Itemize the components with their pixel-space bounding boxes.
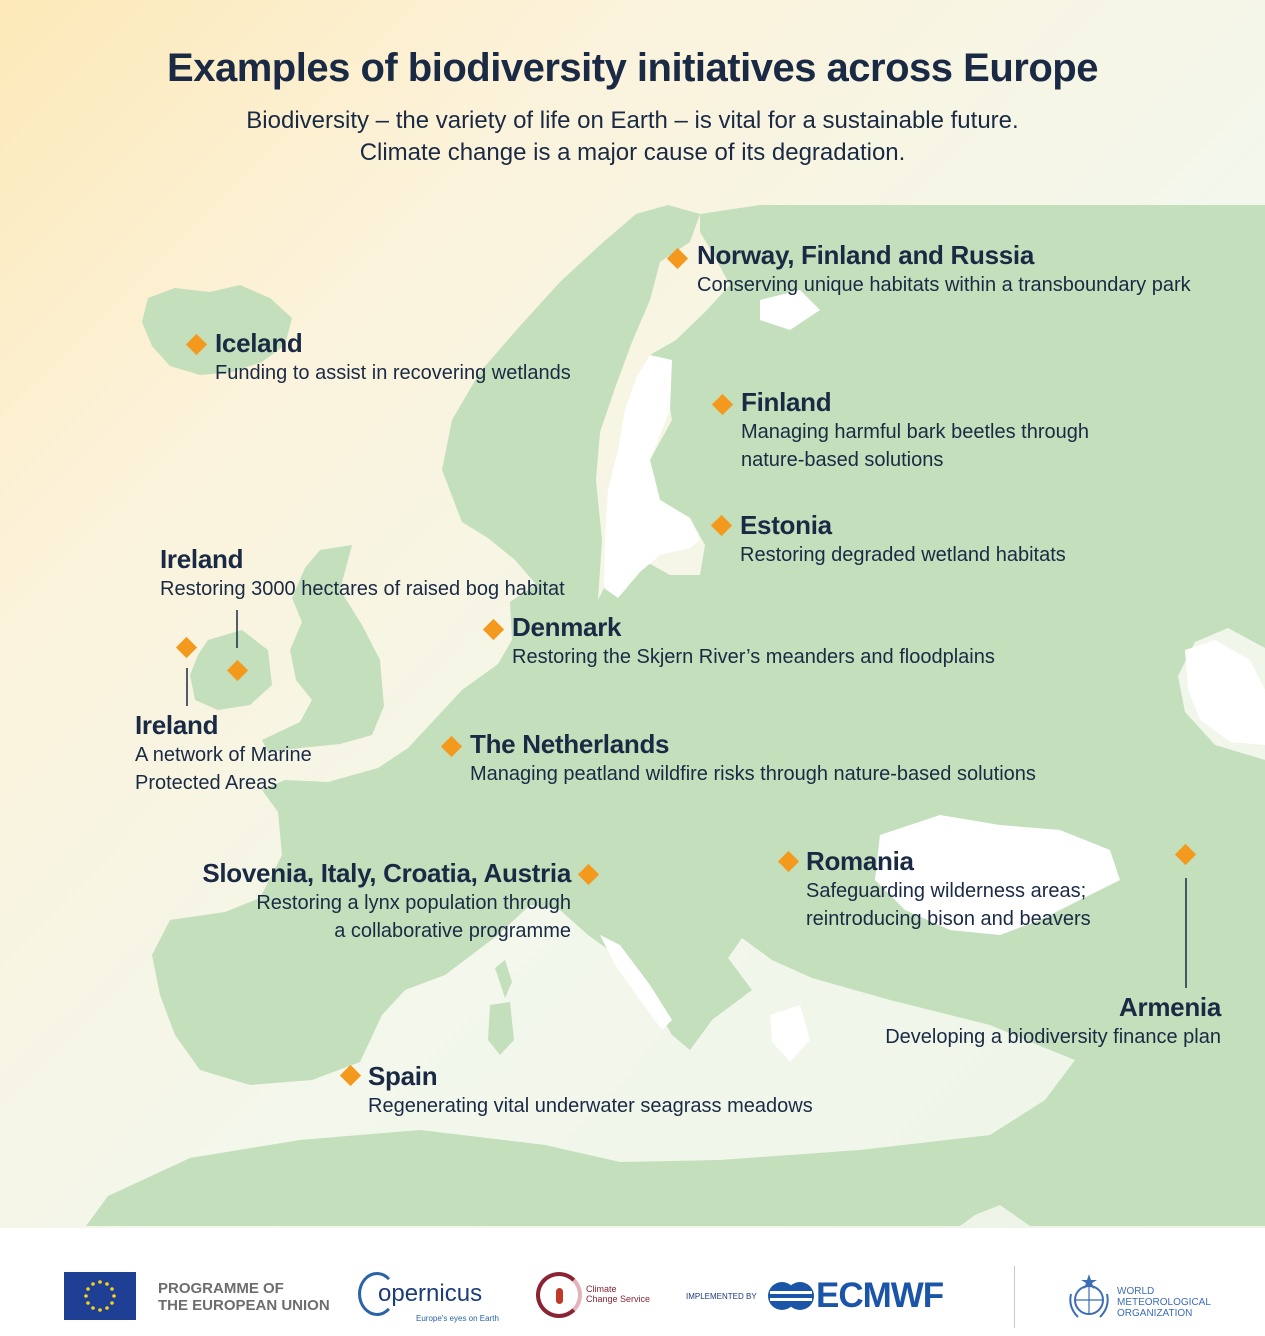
wmo-emblem-icon <box>1066 1272 1112 1322</box>
initiative-description: Managing peatland wildfire risks through nature-based solutions <box>470 763 1036 785</box>
page-title: Examples of biodiversity initiatives across Europe <box>167 46 1098 90</box>
subtitle-line-1: Biodiversity – the variety of life on Earth – is vital for a sustainable future. <box>246 107 1019 134</box>
initiative-description: Conserving unique habitats within a transboundary park <box>697 274 1191 296</box>
initiative-description: Protected Areas <box>135 772 278 794</box>
initiative-finland <box>741 387 1089 474</box>
initiative-country: Finland <box>741 387 832 417</box>
initiative-description: a collaborative programme <box>334 920 571 942</box>
initiative-norway-finland-russia <box>697 240 1191 299</box>
initiative-country: Iceland <box>215 328 303 358</box>
initiative-description: Developing a biodiversity finance plan <box>885 1026 1221 1048</box>
eu-programme-label: PROGRAMME OF THE EUROPEAN UNION <box>158 1280 330 1314</box>
initiative-country: The Netherlands <box>470 729 670 759</box>
eu-flag-icon <box>64 1272 136 1320</box>
initiative-description: nature-based solutions <box>741 449 944 471</box>
thermometer-icon <box>556 1288 563 1304</box>
initiative-description: Regenerating vital underwater seagrass meadows <box>368 1095 813 1117</box>
footer-logos <box>0 1228 1265 1336</box>
initiative-country: Estonia <box>740 510 832 540</box>
initiative-description: Managing harmful bark beetles through <box>741 421 1089 443</box>
initiative-description: Restoring the Skjern River’s meanders and floodplains <box>512 646 995 668</box>
initiative-ireland-bog <box>160 544 565 603</box>
initiative-country: Romania <box>806 846 914 876</box>
initiative-country: Armenia <box>1119 992 1221 1022</box>
eu-stars-icon <box>64 1272 136 1320</box>
c3s-label: Climate Change Service <box>586 1284 651 1304</box>
initiative-ireland-marine <box>135 710 312 797</box>
initiative-description: Safeguarding wilderness areas; <box>806 880 1087 902</box>
initiative-country: Slovenia, Italy, Croatia, Austria <box>202 858 571 888</box>
implemented-by-label: IMPLEMENTED BY <box>686 1292 757 1301</box>
initiative-country: Ireland <box>135 710 219 740</box>
copernicus-logo-icon <box>358 1270 508 1326</box>
subtitle-line-2: Climate change is a major cause of its degradation. <box>359 139 906 166</box>
initiative-description: Funding to assist in recovering wetlands <box>215 362 571 384</box>
wmo-label: WORLD METEOROLOGICAL ORGANIZATION <box>1117 1286 1211 1319</box>
initiative-armenia <box>885 992 1221 1051</box>
initiative-slovenia-italy-croatia-austria <box>202 858 571 945</box>
ecmwf-logo-icon <box>766 1280 816 1312</box>
initiative-country: Spain <box>368 1061 438 1091</box>
initiative-iceland <box>215 328 571 387</box>
initiative-description: reintroducing bison and beavers <box>806 908 1091 930</box>
initiative-description: Restoring 3000 hectares of raised bog habitat <box>160 578 565 600</box>
copernicus-name: opernicus <box>378 1280 483 1307</box>
initiative-estonia <box>740 510 1066 569</box>
initiative-description: A network of Marine <box>135 744 312 766</box>
initiative-denmark <box>512 612 995 671</box>
initiative-country: Ireland <box>160 544 244 574</box>
initiative-spain <box>368 1061 813 1120</box>
initiative-romania <box>806 846 1091 933</box>
initiative-netherlands <box>470 729 1036 788</box>
ecmwf-wordmark: ECMWF <box>816 1276 944 1315</box>
initiative-description: Restoring degraded wetland habitats <box>740 544 1066 566</box>
initiative-country: Norway, Finland and Russia <box>697 240 1035 270</box>
initiative-country: Denmark <box>512 612 622 642</box>
copernicus-tagline: Europe's eyes on Earth <box>416 1314 499 1323</box>
footer-divider <box>1014 1266 1015 1328</box>
c3s-logo-icon <box>536 1270 666 1326</box>
initiative-description: Restoring a lynx population through <box>256 892 571 914</box>
